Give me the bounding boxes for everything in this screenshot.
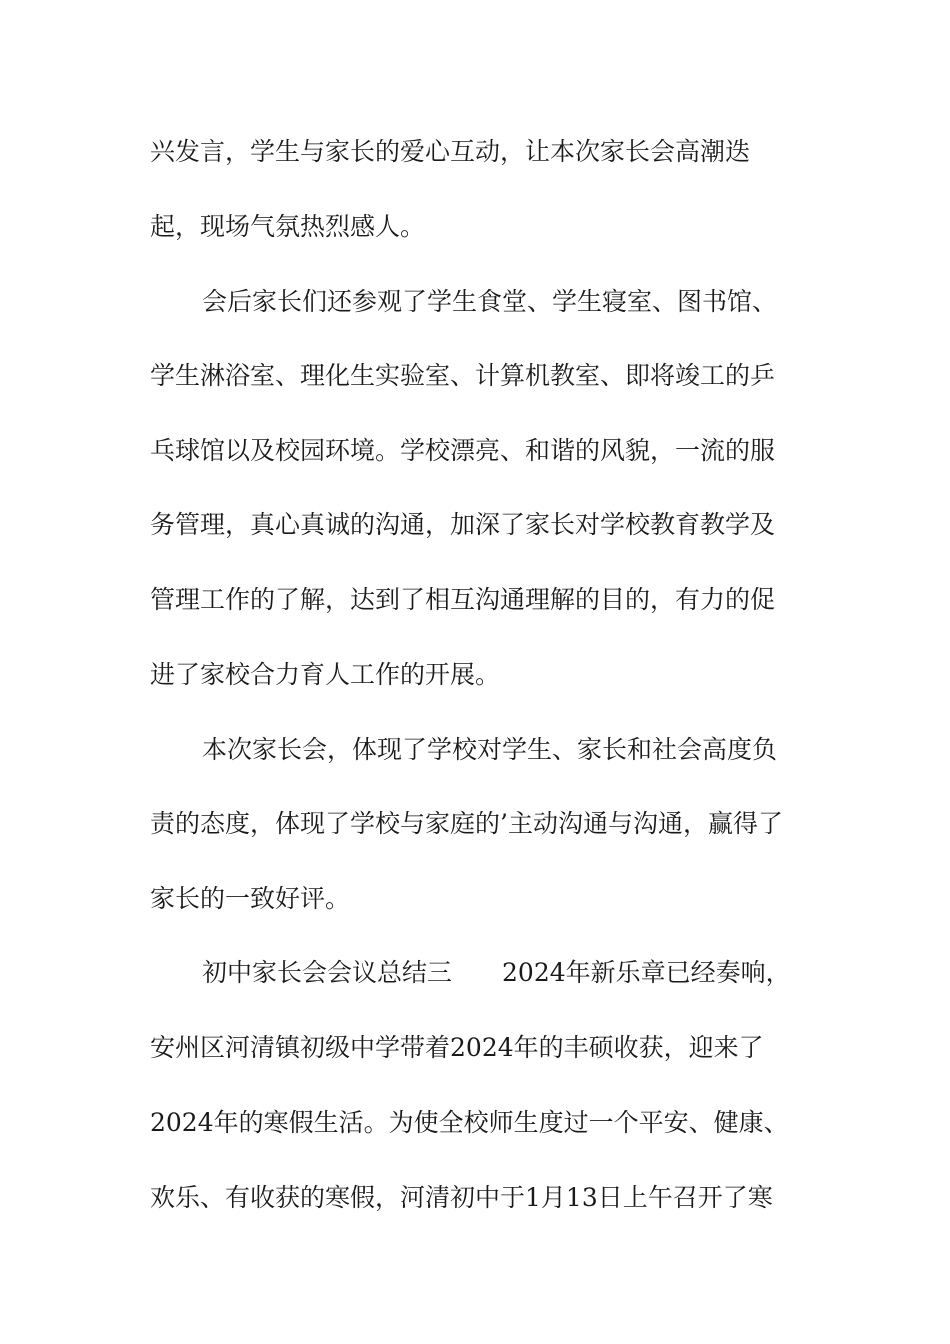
paragraph-line: 安州区河清镇初级中学带着2024年的丰硕收获，迎来了	[150, 1033, 764, 1062]
paragraph-line: 兴发言，学生与家长的爱心互动，让本次家长会高潮迭	[150, 137, 751, 166]
paragraph-line: 责的态度，体现了学校与家庭的’主动沟通与沟通，赢得了	[150, 809, 783, 838]
paragraph-line: 管理工作的了解，达到了相互沟通理解的目的，有力的促	[150, 585, 776, 614]
paragraph-line: 本次家长会，体现了学校对学生、家长和社会高度负	[202, 735, 778, 764]
paragraph-line: 务管理，真心真诚的沟通，加深了家长对学校教育教学及	[150, 510, 776, 539]
paragraph-line: 进了家校合力育人工作的开展。	[150, 660, 501, 689]
paragraph-line: 家长的一致好评。	[150, 884, 351, 913]
paragraph-line: 会后家长们还参观了学生食堂、学生寝室、图书馆、	[202, 287, 778, 316]
paragraph-line: 2024年的寒假生活。为使全校师生度过一个平安、健康、	[150, 1108, 789, 1137]
paragraph-line: 初中家长会会议总结三 2024年新乐章已经奏响，	[202, 958, 791, 987]
paragraph-line: 乓球馆以及校园环境。学校漂亮、和谐的风貌，一流的服	[150, 436, 776, 465]
paragraph-line: 起，现场气氛热烈感人。	[150, 212, 426, 241]
paragraph-line: 欢乐、有收获的寒假，河清初中于1月13日上午召开了寒	[150, 1183, 773, 1212]
paragraph-line: 学生淋浴室、理化生实验室、计算机教室、即将竣工的乒	[150, 361, 776, 390]
